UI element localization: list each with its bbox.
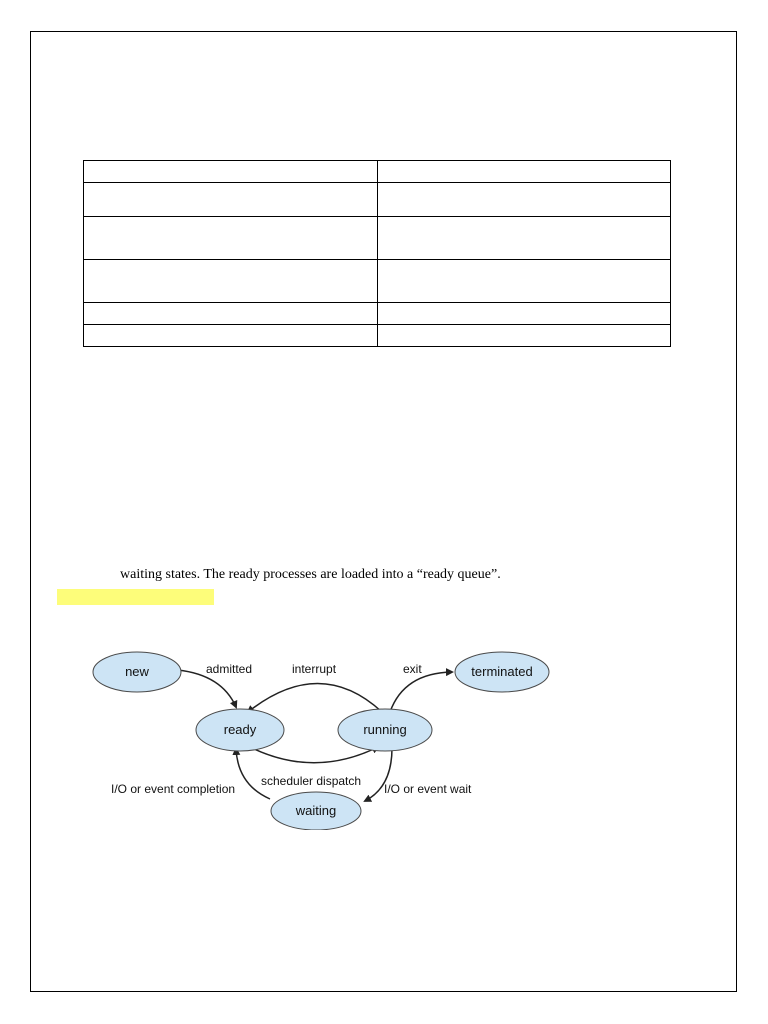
table-row	[84, 325, 671, 347]
table-cell	[377, 217, 671, 260]
table-cell	[84, 217, 378, 260]
table-cell	[84, 325, 378, 347]
table-row	[84, 161, 671, 183]
transition-label-io-completion: I/O or event completion	[111, 782, 236, 796]
edge-interrupt	[248, 684, 382, 713]
transition-label-interrupt: interrupt	[292, 662, 337, 676]
table-cell	[377, 183, 671, 217]
table-cell	[84, 161, 378, 183]
transition-label-scheduler-dispatch: scheduler dispatch	[261, 774, 362, 788]
table-row	[84, 303, 671, 325]
process-state-diagram	[90, 645, 560, 830]
table-row	[84, 260, 671, 303]
state-label-waiting: waiting	[295, 803, 337, 818]
state-label-terminated: terminated	[471, 664, 533, 679]
state-label-ready: ready	[223, 722, 257, 737]
table-row	[84, 217, 671, 260]
table-cell	[377, 303, 671, 325]
table-cell	[84, 260, 378, 303]
state-label-new: new	[125, 664, 149, 679]
transition-label-admitted: admitted	[206, 662, 253, 676]
table-cell	[377, 260, 671, 303]
edge-exit	[390, 672, 452, 712]
edge-scheduler-dispatch	[252, 747, 378, 763]
table-cell	[377, 325, 671, 347]
table-row	[84, 183, 671, 217]
transition-label-io-wait: I/O or event wait	[384, 782, 472, 796]
table-cell	[84, 303, 378, 325]
table-cell	[377, 161, 671, 183]
highlight-bar	[57, 589, 214, 605]
body-paragraph: waiting states. The ready processes are loaded into a “ready queue”.	[120, 567, 501, 582]
state-label-running: running	[363, 722, 407, 737]
table-cell	[84, 183, 378, 217]
empty-table	[83, 160, 671, 347]
transition-label-exit: exit	[403, 662, 422, 676]
